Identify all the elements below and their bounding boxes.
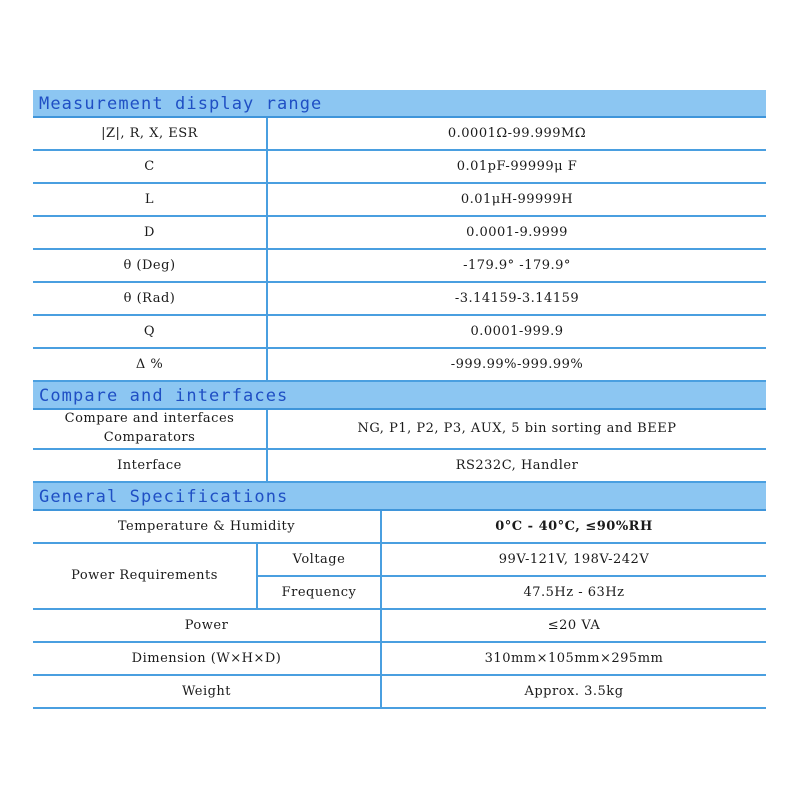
row-value: -999.99%-999.99%	[267, 348, 766, 381]
row-value: 310mm×105mm×295mm	[381, 642, 766, 675]
table-row	[33, 249, 766, 282]
row-label: Weight	[33, 675, 381, 708]
row-label: θ (Deg)	[33, 249, 267, 282]
row-label: L	[33, 183, 267, 216]
table-row	[33, 642, 766, 675]
row-value: NG, P1, P2, P3, AUX, 5 bin sorting and BEEP	[267, 410, 766, 449]
table-row	[33, 609, 766, 642]
table-row	[33, 150, 766, 183]
table-row	[33, 675, 766, 708]
section-header-measurement-display-range: Measurement display range	[33, 90, 766, 118]
row-label: D	[33, 216, 267, 249]
table-row	[33, 543, 766, 576]
row-sublabel: Voltage	[257, 543, 381, 576]
table-row	[33, 410, 766, 449]
table-row	[33, 315, 766, 348]
table-row	[33, 449, 766, 482]
table-row	[33, 183, 766, 216]
row-label: Interface	[33, 449, 267, 482]
specification-sheet	[33, 90, 766, 709]
table-compare-and-interfaces	[33, 410, 766, 483]
row-label: |Z|, R, X, ESR	[33, 118, 267, 150]
row-value: 47.5Hz - 63Hz	[381, 576, 766, 609]
row-value: 0°C - 40°C, ≤90%RH	[381, 511, 766, 543]
table-row	[33, 118, 766, 150]
row-value: 0.01pF-99999μ F	[267, 150, 766, 183]
row-label: Power Requirements	[33, 543, 257, 609]
row-label	[33, 410, 267, 449]
section-header-general-specifications: General Specifications	[33, 483, 766, 511]
row-label: Δ %	[33, 348, 267, 381]
row-label: C	[33, 150, 267, 183]
section-header-compare-and-interfaces: Compare and interfaces	[33, 382, 766, 410]
row-value: 99V-121V, 198V-242V	[381, 543, 766, 576]
row-label: Q	[33, 315, 267, 348]
row-value: 0.0001Ω-99.999MΩ	[267, 118, 766, 150]
row-label-line-1: Compare and interfaces	[64, 411, 235, 426]
row-value: -179.9° -179.9°	[267, 249, 766, 282]
table-row	[33, 511, 766, 543]
row-value: 0.0001-999.9	[267, 315, 766, 348]
row-value: -3.14159-3.14159	[267, 282, 766, 315]
row-sublabel: Frequency	[257, 576, 381, 609]
table-row	[33, 216, 766, 249]
table-measurement-display-range	[33, 118, 766, 382]
row-label-line-2: Comparators	[103, 429, 196, 445]
row-value: 0.01μH-99999H	[267, 183, 766, 216]
row-label: Dimension (W×H×D)	[33, 642, 381, 675]
row-label: Power	[33, 609, 381, 642]
row-value: ≤20 VA	[381, 609, 766, 642]
row-value: RS232C, Handler	[267, 449, 766, 482]
row-value: Approx. 3.5kg	[381, 675, 766, 708]
row-label: θ (Rad)	[33, 282, 267, 315]
table-row	[33, 282, 766, 315]
row-value: 0.0001-9.9999	[267, 216, 766, 249]
table-general-specifications	[33, 511, 766, 709]
row-label: Temperature & Humidity	[33, 511, 381, 543]
table-row	[33, 348, 766, 381]
